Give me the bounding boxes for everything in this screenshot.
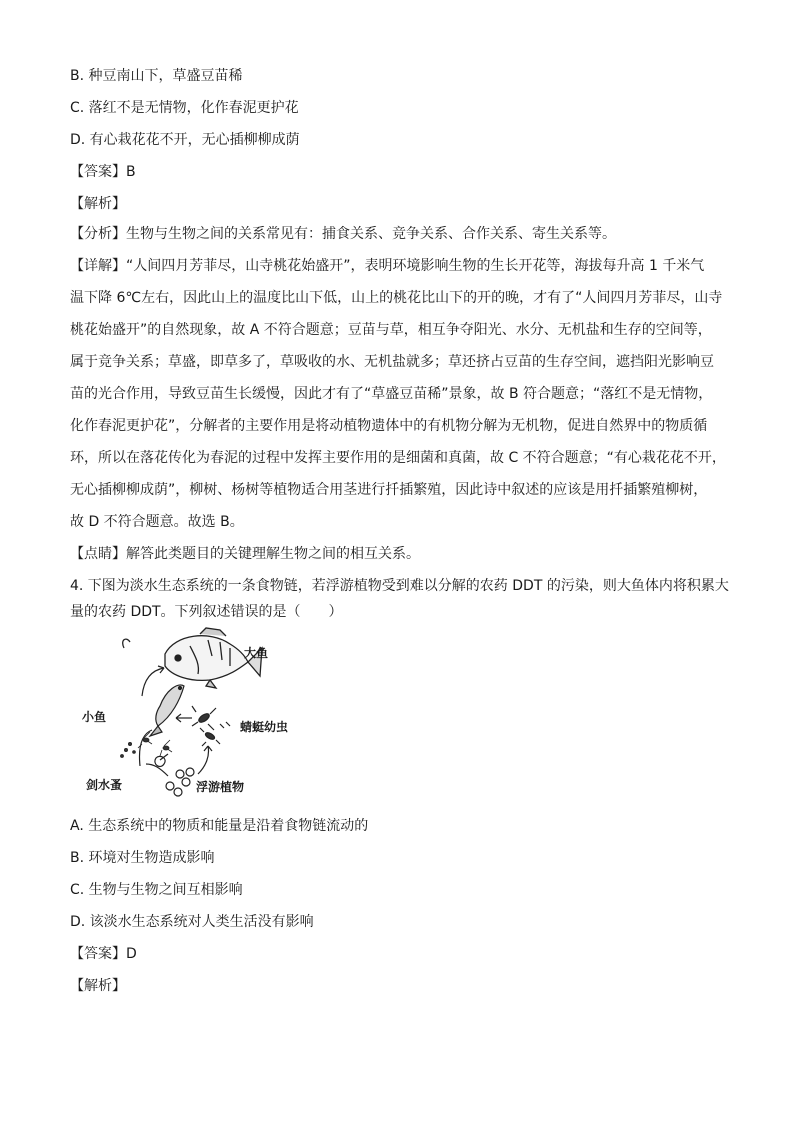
daphnia-icon	[121, 732, 173, 758]
option-b: B. 种豆南山下，草盛豆苗稀	[70, 68, 243, 84]
detail-line: 环，所以在落花传化为春泥的过程中发挥主要作用的是细菌和真菌，故 C 不符合题意；“有心栽花花不开，	[70, 450, 726, 466]
label-dragonfly-larva: 蜻蜓幼虫	[240, 720, 289, 734]
label-big-fish: 大鱼	[244, 646, 269, 660]
detail-line: 属于竞争关系；草盛，即草多了，草吸收的水、无机盐就多；草还挤占豆苗的生存空间，遮挡阳光影响豆	[70, 354, 714, 370]
small-fish-icon	[150, 685, 184, 736]
option-c: C. 落红不是无情物，化作春泥更护花	[70, 100, 299, 116]
answer-label: 【答案】B	[70, 164, 136, 180]
dianjing: 【点睛】解答此类题目的关键理解生物之间的相互关系。	[70, 546, 420, 562]
analysis-heading: 【解析】	[70, 196, 126, 212]
label-small-fish: 小鱼	[82, 710, 107, 724]
label-daphnia: 剑水蚤	[86, 778, 123, 792]
question-4-stem: 4. 下图为淡水生态系统的一条食物链，若浮游植物受到难以分解的农药 DDT 的污染，则大鱼体内将积累大	[70, 578, 729, 594]
q4-option-a: A. 生态系统中的物质和能量是沿着食物链流动的	[70, 818, 369, 834]
q4-option-d: D. 该淡水生态系统对人类生活没有影响	[70, 914, 314, 930]
plankton-icon	[155, 756, 194, 796]
label-plankton: 浮游植物	[196, 780, 245, 794]
q4-option-b: B. 环境对生物造成影响	[70, 850, 215, 866]
food-chain-illustration	[80, 626, 320, 801]
detail-line: 无心插柳柳成荫”，柳树、杨树等植物适合用茎进行扦插繁殖，因此诗中叙述的应该是用扦插繁殖柳树，	[70, 482, 708, 498]
arrow-icon	[198, 746, 209, 774]
analysis-fenxi: 【分析】生物与生物之间的关系常见有：捕食关系、竞争关系、合作关系、寄生关系等。	[70, 226, 616, 242]
question-4-stem: 量的农药 DDT。下列叙述错误的是（ ）	[70, 604, 343, 620]
detail-line: 苗的光合作用，导致豆苗生长缓慢，因此才有了“草盛豆苗稀”景象，故 B 符合题意；“落红不是无情物，	[70, 386, 713, 402]
detail-line: 桃花始盛开”的自然现象，故 A 不符合题意；豆苗与草，相互争夺阳光、水分、无机盐和生存的空间等，	[70, 322, 712, 338]
option-d: D. 有心栽花花不开，无心插柳柳成荫	[70, 132, 300, 148]
detail-line: 【详解】“人间四月芳菲尽，山寺桃花始盛开”，表明环境影响生物的生长开花等，海拔每升高 1 千米气	[70, 258, 705, 274]
q4-analysis-heading: 【解析】	[70, 978, 126, 994]
detail-line: 温下降 6℃左右，因此山上的温度比山下低，山上的桃花比山下的开的晚，才有了“人间四月芳菲尽，山寺	[70, 290, 723, 306]
q4-option-c: C. 生物与生物之间互相影响	[70, 882, 243, 898]
dragonfly-larva-icon	[192, 706, 230, 746]
detail-line: 故 D 不符合题意。故选 B。	[70, 514, 244, 530]
food-chain-figure	[80, 626, 320, 801]
detail-line: 化作春泥更护花”，分解者的主要作用是将动植物遗体中的有机物分解为无机物，促进自然界中的物质循	[70, 418, 708, 434]
leaf-icon	[123, 639, 130, 648]
q4-answer-label: 【答案】D	[70, 946, 137, 962]
